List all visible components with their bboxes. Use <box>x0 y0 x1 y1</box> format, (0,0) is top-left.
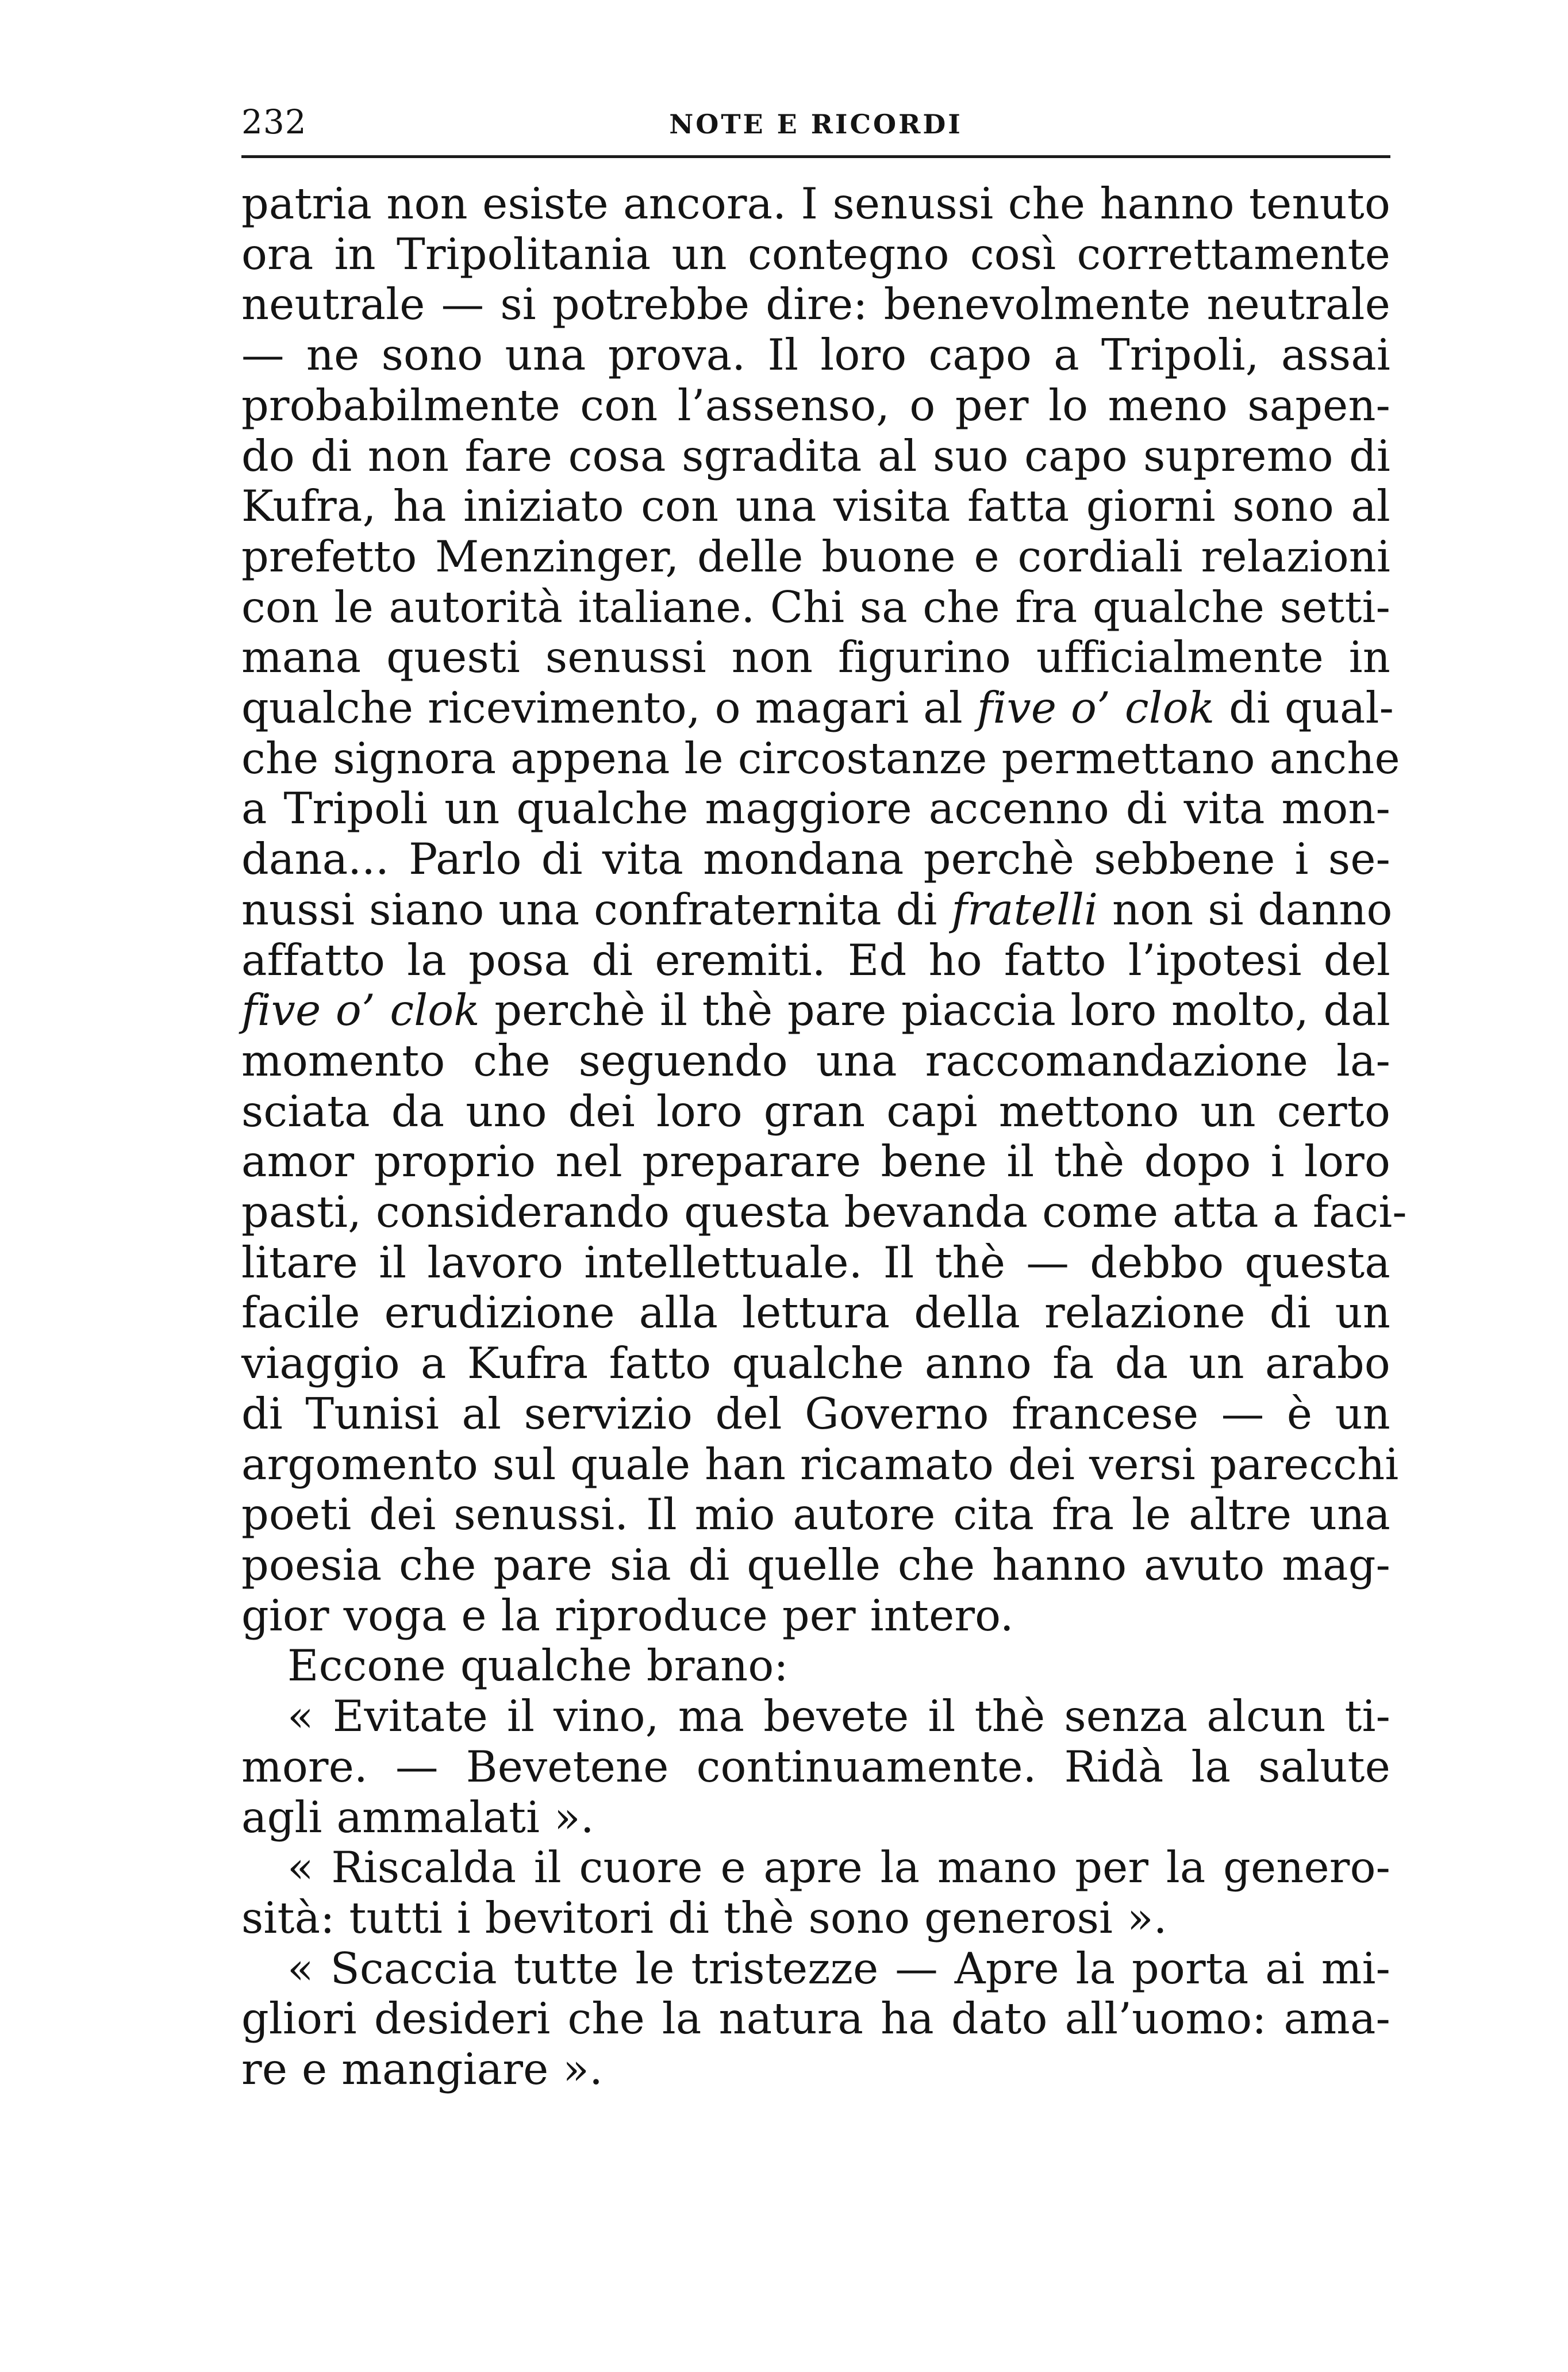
text-segment: « Evitate il vino, ma bevete il thè senza alcun ti- <box>287 1691 1390 1742</box>
text-line <box>241 834 1390 885</box>
text-segment: con le autorità italiane. Chi sa che fra qualche setti- <box>241 582 1390 632</box>
text-line <box>241 884 1393 935</box>
text-line <box>241 431 1390 482</box>
text-segment: argomento sul quale han ricamato dei versi parecchi <box>241 1439 1399 1490</box>
text-segment: che signora appena le circostanze permettano anche <box>241 733 1400 784</box>
text-segment: nussi siano una confraternita di <box>241 884 952 935</box>
text-segment: Kufra, ha iniziato con una visita fatta giorni sono al <box>241 481 1390 532</box>
text-line <box>241 481 1390 532</box>
text-line <box>241 1087 1390 1137</box>
text-segment: patria non esiste ancora. I senussi che hanno tenuto <box>241 179 1390 229</box>
text-line <box>241 1742 1390 1793</box>
text-line <box>241 1439 1399 1490</box>
text-line <box>241 1641 1390 1691</box>
text-line <box>241 1288 1390 1338</box>
text-line <box>241 935 1390 986</box>
text-segment: gior voga e la riproduce per intero. <box>241 1590 1014 1641</box>
text-line <box>241 632 1390 683</box>
text-segment: poesia che pare sia di quelle che hanno avuto mag- <box>241 1540 1390 1590</box>
text-line <box>241 532 1390 582</box>
text-line <box>241 1843 1390 1893</box>
text-line <box>241 1137 1390 1187</box>
text-line <box>241 279 1390 330</box>
text-segment: facile erudizione alla lettura della relazione di un <box>241 1288 1390 1338</box>
text-segment: « Scaccia tutte le tristezze — Apre la porta ai mi- <box>287 1943 1390 1994</box>
text-line <box>241 1490 1390 1540</box>
text-segment: « Riscalda il cuore e apre la mano per la genero- <box>287 1843 1390 1893</box>
text-line <box>241 582 1390 633</box>
text-segment: amor proprio nel preparare bene il thè dopo i loro <box>241 1137 1390 1187</box>
text-line <box>241 1338 1390 1389</box>
text-segment: pasti, considerando questa bevanda come atta a faci- <box>241 1187 1407 1238</box>
text-segment: perchè il thè pare piaccia loro molto, dal <box>479 985 1390 1036</box>
text-segment: re e mangiare ». <box>241 2044 603 2095</box>
text-segment: viaggio a Kufra fatto qualche anno fa da un arabo <box>241 1338 1390 1389</box>
text-line <box>241 1036 1390 1087</box>
text-line <box>241 1793 1390 1843</box>
text-line <box>241 1893 1390 1944</box>
text-segment: — ne sono una prova. Il loro capo a Tripoli, assai <box>241 330 1390 381</box>
text-segment: a Tripoli un qualche maggiore accenno di vita mon- <box>241 784 1390 834</box>
text-line <box>241 2044 1390 2095</box>
italic-text: five o’ clok <box>241 985 480 1036</box>
book-page <box>241 102 1407 2095</box>
text-line <box>241 1389 1390 1440</box>
text-line <box>241 1994 1390 2044</box>
body-text <box>241 179 1407 2095</box>
text-segment: agli ammalati ». <box>241 1792 594 1843</box>
running-title: NOTE E RICORDI <box>669 109 963 140</box>
text-line <box>241 1540 1390 1591</box>
text-line <box>241 229 1390 280</box>
header-rule <box>241 155 1390 158</box>
text-line <box>241 784 1390 834</box>
text-segment: non si danno <box>1098 884 1393 935</box>
text-line <box>241 1691 1390 1742</box>
running-head <box>241 103 1390 155</box>
text-segment: Eccone qualche brano: <box>287 1641 789 1691</box>
page-number: 232 <box>241 102 307 141</box>
text-line <box>241 1187 1407 1238</box>
text-line <box>241 1944 1390 1994</box>
text-segment: sciata da uno dei loro gran capi mettono un certo <box>241 1086 1390 1137</box>
text-line <box>241 1591 1390 1641</box>
text-line <box>241 985 1390 1036</box>
italic-text: five o’ clok <box>977 683 1215 734</box>
text-segment: neutrale — si potrebbe dire: benevolmente neutrale <box>241 279 1390 330</box>
text-segment: poeti dei senussi. Il mio autore cita fra le altre una <box>241 1490 1390 1540</box>
text-line <box>241 330 1390 381</box>
text-line <box>241 381 1390 431</box>
text-segment: di Tunisi al servizio del Governo francese — è un <box>241 1388 1390 1439</box>
text-line <box>241 683 1394 734</box>
text-line <box>241 733 1400 784</box>
text-segment: ora in Tripolitania un contegno così correttamente <box>241 229 1390 279</box>
text-segment: probabilmente con l’assenso, o per lo meno sapen- <box>241 380 1390 431</box>
text-segment: gliori desideri che la natura ha dato all’uomo: ama- <box>241 1994 1390 2044</box>
text-line <box>241 1238 1390 1288</box>
text-segment: do di non fare cosa sgradita al suo capo supremo di <box>241 431 1390 481</box>
italic-text: fratelli <box>951 884 1098 935</box>
text-segment: momento che seguendo una raccomandazione la- <box>241 1035 1390 1086</box>
text-line <box>241 179 1390 229</box>
text-segment: mana questi senussi non figurino ufficialmente in <box>241 632 1390 683</box>
text-segment: dana... Parlo di vita mondana perchè sebbene i se- <box>241 834 1390 885</box>
text-segment: sità: tutti i bevitori di thè sono generosi ». <box>241 1893 1167 1943</box>
text-segment: more. — Bevetene continuamente. Ridà la salute <box>241 1741 1390 1792</box>
text-segment: qualche ricevimento, o magari al <box>241 683 977 734</box>
text-segment: litare il lavoro intellettuale. Il thè — debbo questa <box>241 1237 1390 1288</box>
text-segment: di qual- <box>1215 683 1394 734</box>
text-segment: prefetto Menzinger, delle buone e cordiali relazioni <box>241 531 1390 582</box>
text-segment: affatto la posa di eremiti. Ed ho fatto l’ipotesi del <box>241 935 1390 985</box>
